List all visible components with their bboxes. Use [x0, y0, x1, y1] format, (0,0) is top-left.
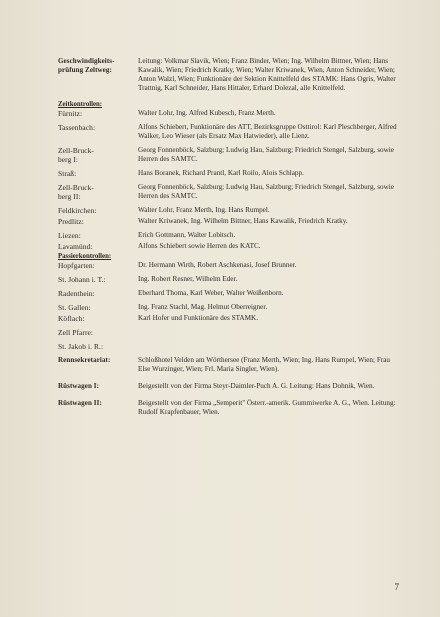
entry-value: Eberhard Thoma, Karl Weber, Walter Weißenborn. [138, 289, 284, 297]
entry-radenthein [58, 289, 400, 298]
entry-label: Rüstwagen I: [58, 382, 100, 390]
entry-lavamuend [58, 242, 400, 251]
entry-label: St. Gallen: [58, 303, 91, 312]
entry-st-gallen [58, 303, 400, 312]
entry-value: Dr. Hermann Wirth, Robert Aschkenasi, Josef Brunner. [138, 261, 297, 269]
entry-value: Walter Kriwanek, Ing. Wilhelm Bittner, Hans Kawalik, Friedrich Kratky. [138, 217, 348, 225]
entry-label: St. Johann i. T.: [58, 275, 106, 284]
entry-feldkirchen [58, 206, 400, 215]
entry-value: Schloßhotel Velden am Wörthersee (Franz Merth, Wien; Ing. Hans Rumpel, Wien; Frau Else Wurzinger, Wien; Frl. Maria Singler, Wien). [138, 356, 390, 373]
entry-value: Leitung: Volkmar Slavik, Wien; Franz Binder, Wien; Ing. Wilhelm Bittner, Wien; Hans Kawalik, Wien; Friedrich Kratky, Wien; Walter Kriwanek, Wien, Anton Schneider, Wien; Anton Walzl, Wien; Funktionäre der Sektion Knittelfeld des STAMK: Hans Ogris, Walter Trattnig, Karl Schneider, Hans Hittaler, Erhard Dolezal, alle Knittelfeld. [138, 57, 396, 92]
entry-label: Radenthein: [58, 289, 95, 298]
entry-fuernitz [58, 109, 400, 118]
entry-label: Köflach: [58, 314, 85, 323]
entry-label: Zell-Bruck- berg II: [58, 183, 94, 201]
entry-zell-bruckberg-2 [58, 183, 400, 201]
entry-label: Rüstwagen II: [58, 399, 102, 407]
entry-st-jakob [58, 342, 400, 351]
entry-value: Beigestellt von der Firma Steyr-Daimler-Puch A. G. Leitung: Hans Dohnik, Wien. [138, 382, 375, 390]
entry-value: Ing. Franz Stachl, Mag. Helmut Oberreigner. [138, 303, 268, 311]
entry-label: St. Jakob i. R.: [58, 342, 104, 351]
entry-label: Straß: [58, 169, 77, 178]
entry-value: Alfons Schiebert, Funktionäre des ATT, Bezirksgruppe Osttirol: Karl Pleschberger, Alfred Walker, Leo Wieser (als Ersatz Max Hatwieder), alle Lienz. [138, 123, 397, 140]
section-heading-passierkontrollen: Passierkontrollen: [58, 253, 112, 260]
entry-value: Beigestellt von der Firma „Semperit" Österr.-amerik. Gummiwerke A. G., Wien. Leitung: Rudolf Krapfenbauer, Wien. [138, 399, 396, 416]
entry-label: Fürnitz: [58, 109, 83, 118]
entry-label: Tassenbach: [58, 123, 96, 132]
entry-geschwindigkeitspruefung [58, 57, 400, 93]
section-heading-zeitkontrollen: Zeitkontrollen: [58, 101, 103, 108]
entry-predlitz [58, 217, 400, 226]
entry-ruestwagen-2 [58, 399, 400, 417]
entry-label: Predlitz: [58, 217, 84, 226]
entry-label: Zell Pfarre: [58, 328, 94, 337]
entry-zell-pfarre [58, 328, 400, 337]
entry-value: Walter Lohr, Ing. Alfred Kubesch, Franz Merth. [138, 109, 276, 117]
entry-st-johann [58, 275, 400, 284]
entry-hopfgarten [58, 261, 400, 270]
entry-koeflach [58, 314, 400, 323]
entry-rennsekretariat [58, 356, 400, 374]
entry-label: Geschwindigkeits- prüfung Zeltweg: [58, 57, 115, 74]
entry-zell-bruckberg-1 [58, 146, 400, 164]
entry-value: Hans Boranek, Richard Prantl, Karl Roilo, Alois Schlapp. [138, 169, 304, 177]
entry-label: Hopfgarten: [58, 261, 95, 270]
entry-label: Lavamünd: [58, 242, 93, 251]
entry-label: Liezen: [58, 231, 81, 240]
entry-value: Alfons Schiebert sowie Herren des KATC. [138, 242, 261, 250]
entry-label: Feldkirchen: [58, 206, 97, 215]
entry-tassenbach [58, 123, 400, 141]
entry-value: Georg Fonnenböck, Salzburg; Ludwig Hau, Salzburg; Friedrich Stengel, Salzburg, sowie Herren des SAMTC. [138, 183, 394, 200]
entry-value: Erich Gottmann, Walter Lobitsch. [138, 231, 236, 239]
entry-strass [58, 169, 400, 178]
entry-ruestwagen-1 [58, 382, 400, 391]
entry-label: Rennsekretariat: [58, 356, 111, 364]
entry-value: Georg Fonnenböck, Salzburg; Ludwig Hau, Salzburg; Friedrich Stengel, Salzburg, sowie Herren des SAMTC. [138, 146, 394, 163]
entry-label: Zell-Bruck- berg I: [58, 146, 94, 164]
entry-value: Ing. Robert Resner, Wilhelm Eder. [138, 275, 238, 283]
entry-value: Walter Lohr, Franz Merth, Ing. Hans Rumpel. [138, 206, 270, 214]
page-number: 7 [394, 582, 399, 592]
entry-liezen [58, 231, 400, 240]
entry-value: Karl Hofer und Funktionäre des STAMK. [138, 314, 258, 322]
